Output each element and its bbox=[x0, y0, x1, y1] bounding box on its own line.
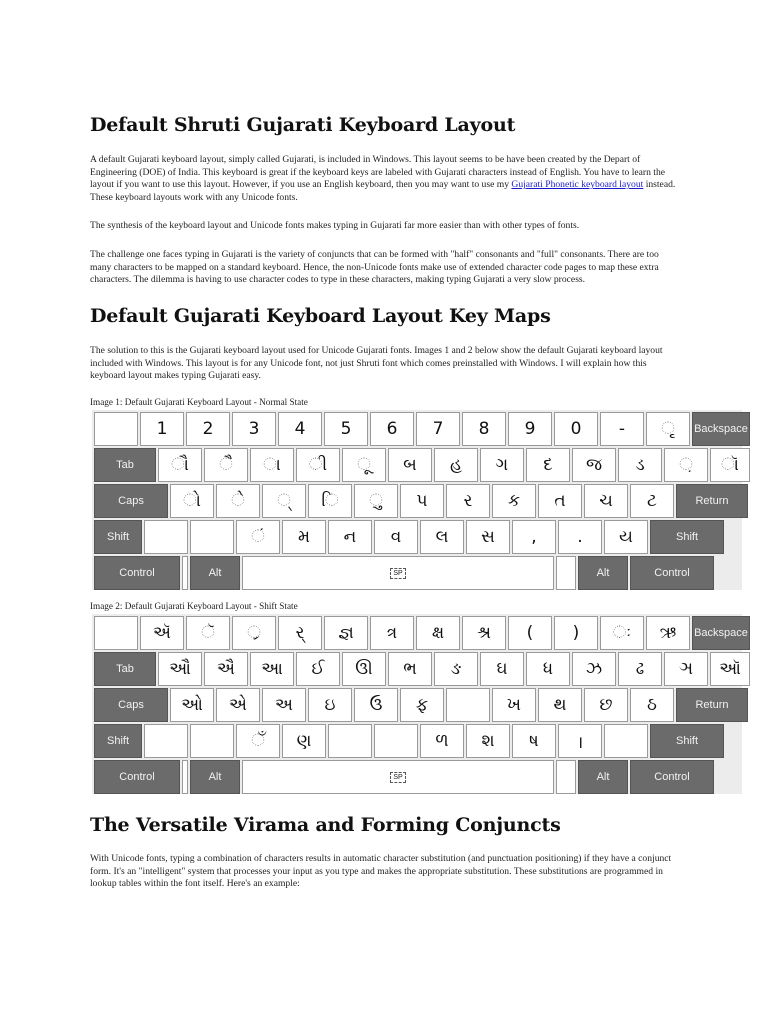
key-3-10: . bbox=[558, 520, 602, 554]
key-1-13: ૉ bbox=[710, 448, 750, 482]
key-2-6: ફ bbox=[400, 688, 444, 722]
key-1-1: ઔ bbox=[158, 652, 202, 686]
key-3-4: ણ bbox=[282, 724, 326, 758]
key-0-4: 4 bbox=[278, 412, 322, 446]
keyboard-1-caption: Image 1: Default Gujarati Keyboard Layout - Normal State bbox=[90, 397, 308, 407]
key-1-0-tab: Tab bbox=[94, 652, 156, 686]
key-2-12-return: Return bbox=[676, 484, 748, 518]
key-2-2: એ bbox=[216, 688, 260, 722]
key-2-6: પ bbox=[400, 484, 444, 518]
paragraph-synthesis: The synthesis of the keyboard layout and Unicode fonts makes typing in Gujarati far more easier than with other types of fonts. bbox=[90, 220, 580, 231]
key-0-12: ઋ bbox=[646, 616, 690, 650]
key-3-3: ◌ં bbox=[236, 520, 280, 554]
key-0-5: 5 bbox=[324, 412, 368, 446]
key-1-10: જ bbox=[572, 448, 616, 482]
key-3-7: લ bbox=[420, 520, 464, 554]
key-space bbox=[242, 760, 554, 794]
key-space bbox=[242, 556, 554, 590]
key-1-1: ૌ bbox=[158, 448, 202, 482]
key-4-0-control: Control bbox=[94, 556, 180, 590]
key-1-12: ◌઼ bbox=[664, 448, 708, 482]
key-0-1: ઍ bbox=[140, 616, 184, 650]
key-2-9: થ bbox=[538, 688, 582, 722]
paragraph-solution: The solution to this is the Gujarati keyboard layout used for Unicode Gujarati fonts. Images 1 and 2 below show the default Gujarati keyboard layout included with Windows. This layout is for any Unicode font, not just Shruti font which comes preinstalled with Windows. I will explain how this keyboard layout makes typing Gujarati easy. bbox=[90, 345, 663, 381]
key-0-2: 2 bbox=[186, 412, 230, 446]
key-1-7: ઙ bbox=[434, 652, 478, 686]
key-0-7: 7 bbox=[416, 412, 460, 446]
key-0-0 bbox=[94, 412, 138, 446]
paragraph-intro bbox=[90, 154, 680, 204]
key-0-10: ) bbox=[554, 616, 598, 650]
key-2-0-caps: Caps bbox=[94, 484, 168, 518]
key-1-10: ઝ bbox=[572, 652, 616, 686]
key-1-7: હ bbox=[434, 448, 478, 482]
key-2-4: ઇ bbox=[308, 688, 352, 722]
key-3-0-shift: Shift bbox=[94, 520, 142, 554]
key-0-6: ત્ર bbox=[370, 616, 414, 650]
key-2-11: ઠ bbox=[630, 688, 674, 722]
key-3-2 bbox=[190, 724, 234, 758]
key-2-10: છ bbox=[584, 688, 628, 722]
key-1-11: ઢ bbox=[618, 652, 662, 686]
key-0-3: 3 bbox=[232, 412, 276, 446]
key-0-10: 0 bbox=[554, 412, 598, 446]
key-0-11: - bbox=[600, 412, 644, 446]
key-1-13: ઑ bbox=[710, 652, 750, 686]
key-0-13-backspace: Backspace bbox=[692, 616, 750, 650]
key-2-11: ટ bbox=[630, 484, 674, 518]
key-2-5: ઉ bbox=[354, 688, 398, 722]
key-4-5-alt: Alt bbox=[578, 556, 628, 590]
paragraph-intro-text-end: instead. These keyboard layouts work with any Unicode fonts. bbox=[90, 179, 676, 203]
key-4-6-control: Control bbox=[630, 760, 714, 794]
key-2-3: અ bbox=[262, 688, 306, 722]
key-2-7: ર bbox=[446, 484, 490, 518]
key-4-0-control: Control bbox=[94, 760, 180, 794]
key-2-8: ક bbox=[492, 484, 536, 518]
key-1-9: ધ bbox=[526, 652, 570, 686]
key-3-9: , bbox=[512, 520, 556, 554]
key-1-5: ◌ૂ bbox=[342, 448, 386, 482]
key-3-4: મ bbox=[282, 520, 326, 554]
key-3-8: શ bbox=[466, 724, 510, 758]
key-1-5: ઊ bbox=[342, 652, 386, 686]
space-marker: SP bbox=[390, 772, 405, 783]
key-2-8: ખ bbox=[492, 688, 536, 722]
keyboard-2-caption: Image 2: Default Gujarati Keyboard Layout - Shift State bbox=[90, 601, 298, 611]
section-title-key-maps: Default Gujarati Keyboard Layout Key Maps bbox=[90, 305, 551, 327]
key-0-8: 8 bbox=[462, 412, 506, 446]
key-3-7: ળ bbox=[420, 724, 464, 758]
key-2-5: ◌ુ bbox=[354, 484, 398, 518]
key-2-0-caps: Caps bbox=[94, 688, 168, 722]
key-2-1: ો bbox=[170, 484, 214, 518]
key-0-11: ઃ bbox=[600, 616, 644, 650]
key-0-8: શ્ર bbox=[462, 616, 506, 650]
key-4-6-control: Control bbox=[630, 556, 714, 590]
key-3-12-shift: Shift bbox=[650, 520, 724, 554]
key-0-12: ◌ૃ bbox=[646, 412, 690, 446]
key-3-12-shift: Shift bbox=[650, 724, 724, 758]
key-0-7: ક્ષ bbox=[416, 616, 460, 650]
key-1-12: ઞ bbox=[664, 652, 708, 686]
key-2-1: ઓ bbox=[170, 688, 214, 722]
paragraph-challenge: The challenge one faces typing in Gujarati is the variety of conjuncts that can be formed with "half" consonants and "full" consonants. There are too many characters to be mapped on a standard keyboard. Hence, the non-Unicode fonts make use of extended character code pages to map these extra characters. The dilemma is having to use character codes to type in these characters, making typing Gujarati a very slow process. bbox=[90, 249, 659, 285]
gujarati-phonetic-keyboard-link[interactable]: Gujarati Phonetic keyboard layout bbox=[511, 179, 644, 190]
key-1-6: ભ bbox=[388, 652, 432, 686]
keyboard-shift-state-image bbox=[92, 614, 748, 794]
key-1-3: આ bbox=[250, 652, 294, 686]
paragraph-intro-text: A default Gujarati keyboard layout, simply called Gujarati, is included in Windows. This layout seems to be have been created by the Depart of Engineering (DOE) of India. This keyboard is great if the keyboard keys are labeled with Gujarati characters instead of English. You have to learn the layout if you want to use this layout. However, if you use an English keyboard, then you may want to use my bbox=[90, 154, 665, 190]
key-3-1 bbox=[144, 724, 188, 758]
key-1-2: ઐ bbox=[204, 652, 248, 686]
key-3-8: સ bbox=[466, 520, 510, 554]
space-marker: SP bbox=[390, 568, 405, 579]
section-title-shruti-layout: Default Shruti Gujarati Keyboard Layout bbox=[90, 114, 516, 136]
key-2-12-return: Return bbox=[676, 688, 748, 722]
key-3-11 bbox=[604, 724, 648, 758]
key-2-10: ચ bbox=[584, 484, 628, 518]
key-1-6: બ bbox=[388, 448, 432, 482]
key-3-1 bbox=[144, 520, 188, 554]
key-0-9: ( bbox=[508, 616, 552, 650]
key-2-4: િ bbox=[308, 484, 352, 518]
key-3-5 bbox=[328, 724, 372, 758]
key-3-9: ષ bbox=[512, 724, 556, 758]
key-3-11: ય bbox=[604, 520, 648, 554]
key-1-8: ઘ bbox=[480, 652, 524, 686]
key-3-10: । bbox=[558, 724, 602, 758]
key-0-1: 1 bbox=[140, 412, 184, 446]
key-0-4: ર્ bbox=[278, 616, 322, 650]
paragraph-unicode-conjuncts: With Unicode fonts, typing a combination of characters results in automatic character substitution (and punctuation positioning) if they have a conjunct form. It's an "intelligent" system that processes your input as you type and makes the appropriate substitution. These substitutions are programmed in lookup tables within the font itself. Here's an example: bbox=[90, 853, 672, 889]
key-2-7 bbox=[446, 688, 490, 722]
key-4-1 bbox=[182, 556, 188, 590]
key-2-2: ે bbox=[216, 484, 260, 518]
keyboard-normal-state-image bbox=[92, 410, 748, 590]
key-1-4: ઈ bbox=[296, 652, 340, 686]
key-3-5: ન bbox=[328, 520, 372, 554]
key-3-2 bbox=[190, 520, 234, 554]
key-2-9: ત bbox=[538, 484, 582, 518]
key-3-6: વ bbox=[374, 520, 418, 554]
key-3-6 bbox=[374, 724, 418, 758]
key-4-5-alt: Alt bbox=[578, 760, 628, 794]
key-0-2: ૅ bbox=[186, 616, 230, 650]
key-1-11: ડ bbox=[618, 448, 662, 482]
key-1-4: ી bbox=[296, 448, 340, 482]
key-1-0-tab: Tab bbox=[94, 448, 156, 482]
key-0-3: ◌્ર bbox=[232, 616, 276, 650]
key-4-4 bbox=[556, 760, 576, 794]
key-3-3: ◌ઁ bbox=[236, 724, 280, 758]
key-1-3: ા bbox=[250, 448, 294, 482]
key-1-9: દ bbox=[526, 448, 570, 482]
key-1-2: ૈ bbox=[204, 448, 248, 482]
key-4-2-alt: Alt bbox=[190, 556, 240, 590]
key-1-8: ગ bbox=[480, 448, 524, 482]
key-3-0-shift: Shift bbox=[94, 724, 142, 758]
key-0-5: જ્ઞ bbox=[324, 616, 368, 650]
key-4-1 bbox=[182, 760, 188, 794]
key-0-0 bbox=[94, 616, 138, 650]
key-2-3: ◌્ bbox=[262, 484, 306, 518]
section-title-virama: The Versatile Virama and Forming Conjuncts bbox=[90, 814, 561, 836]
key-4-4 bbox=[556, 556, 576, 590]
key-0-9: 9 bbox=[508, 412, 552, 446]
key-4-2-alt: Alt bbox=[190, 760, 240, 794]
key-0-13-backspace: Backspace bbox=[692, 412, 750, 446]
key-0-6: 6 bbox=[370, 412, 414, 446]
